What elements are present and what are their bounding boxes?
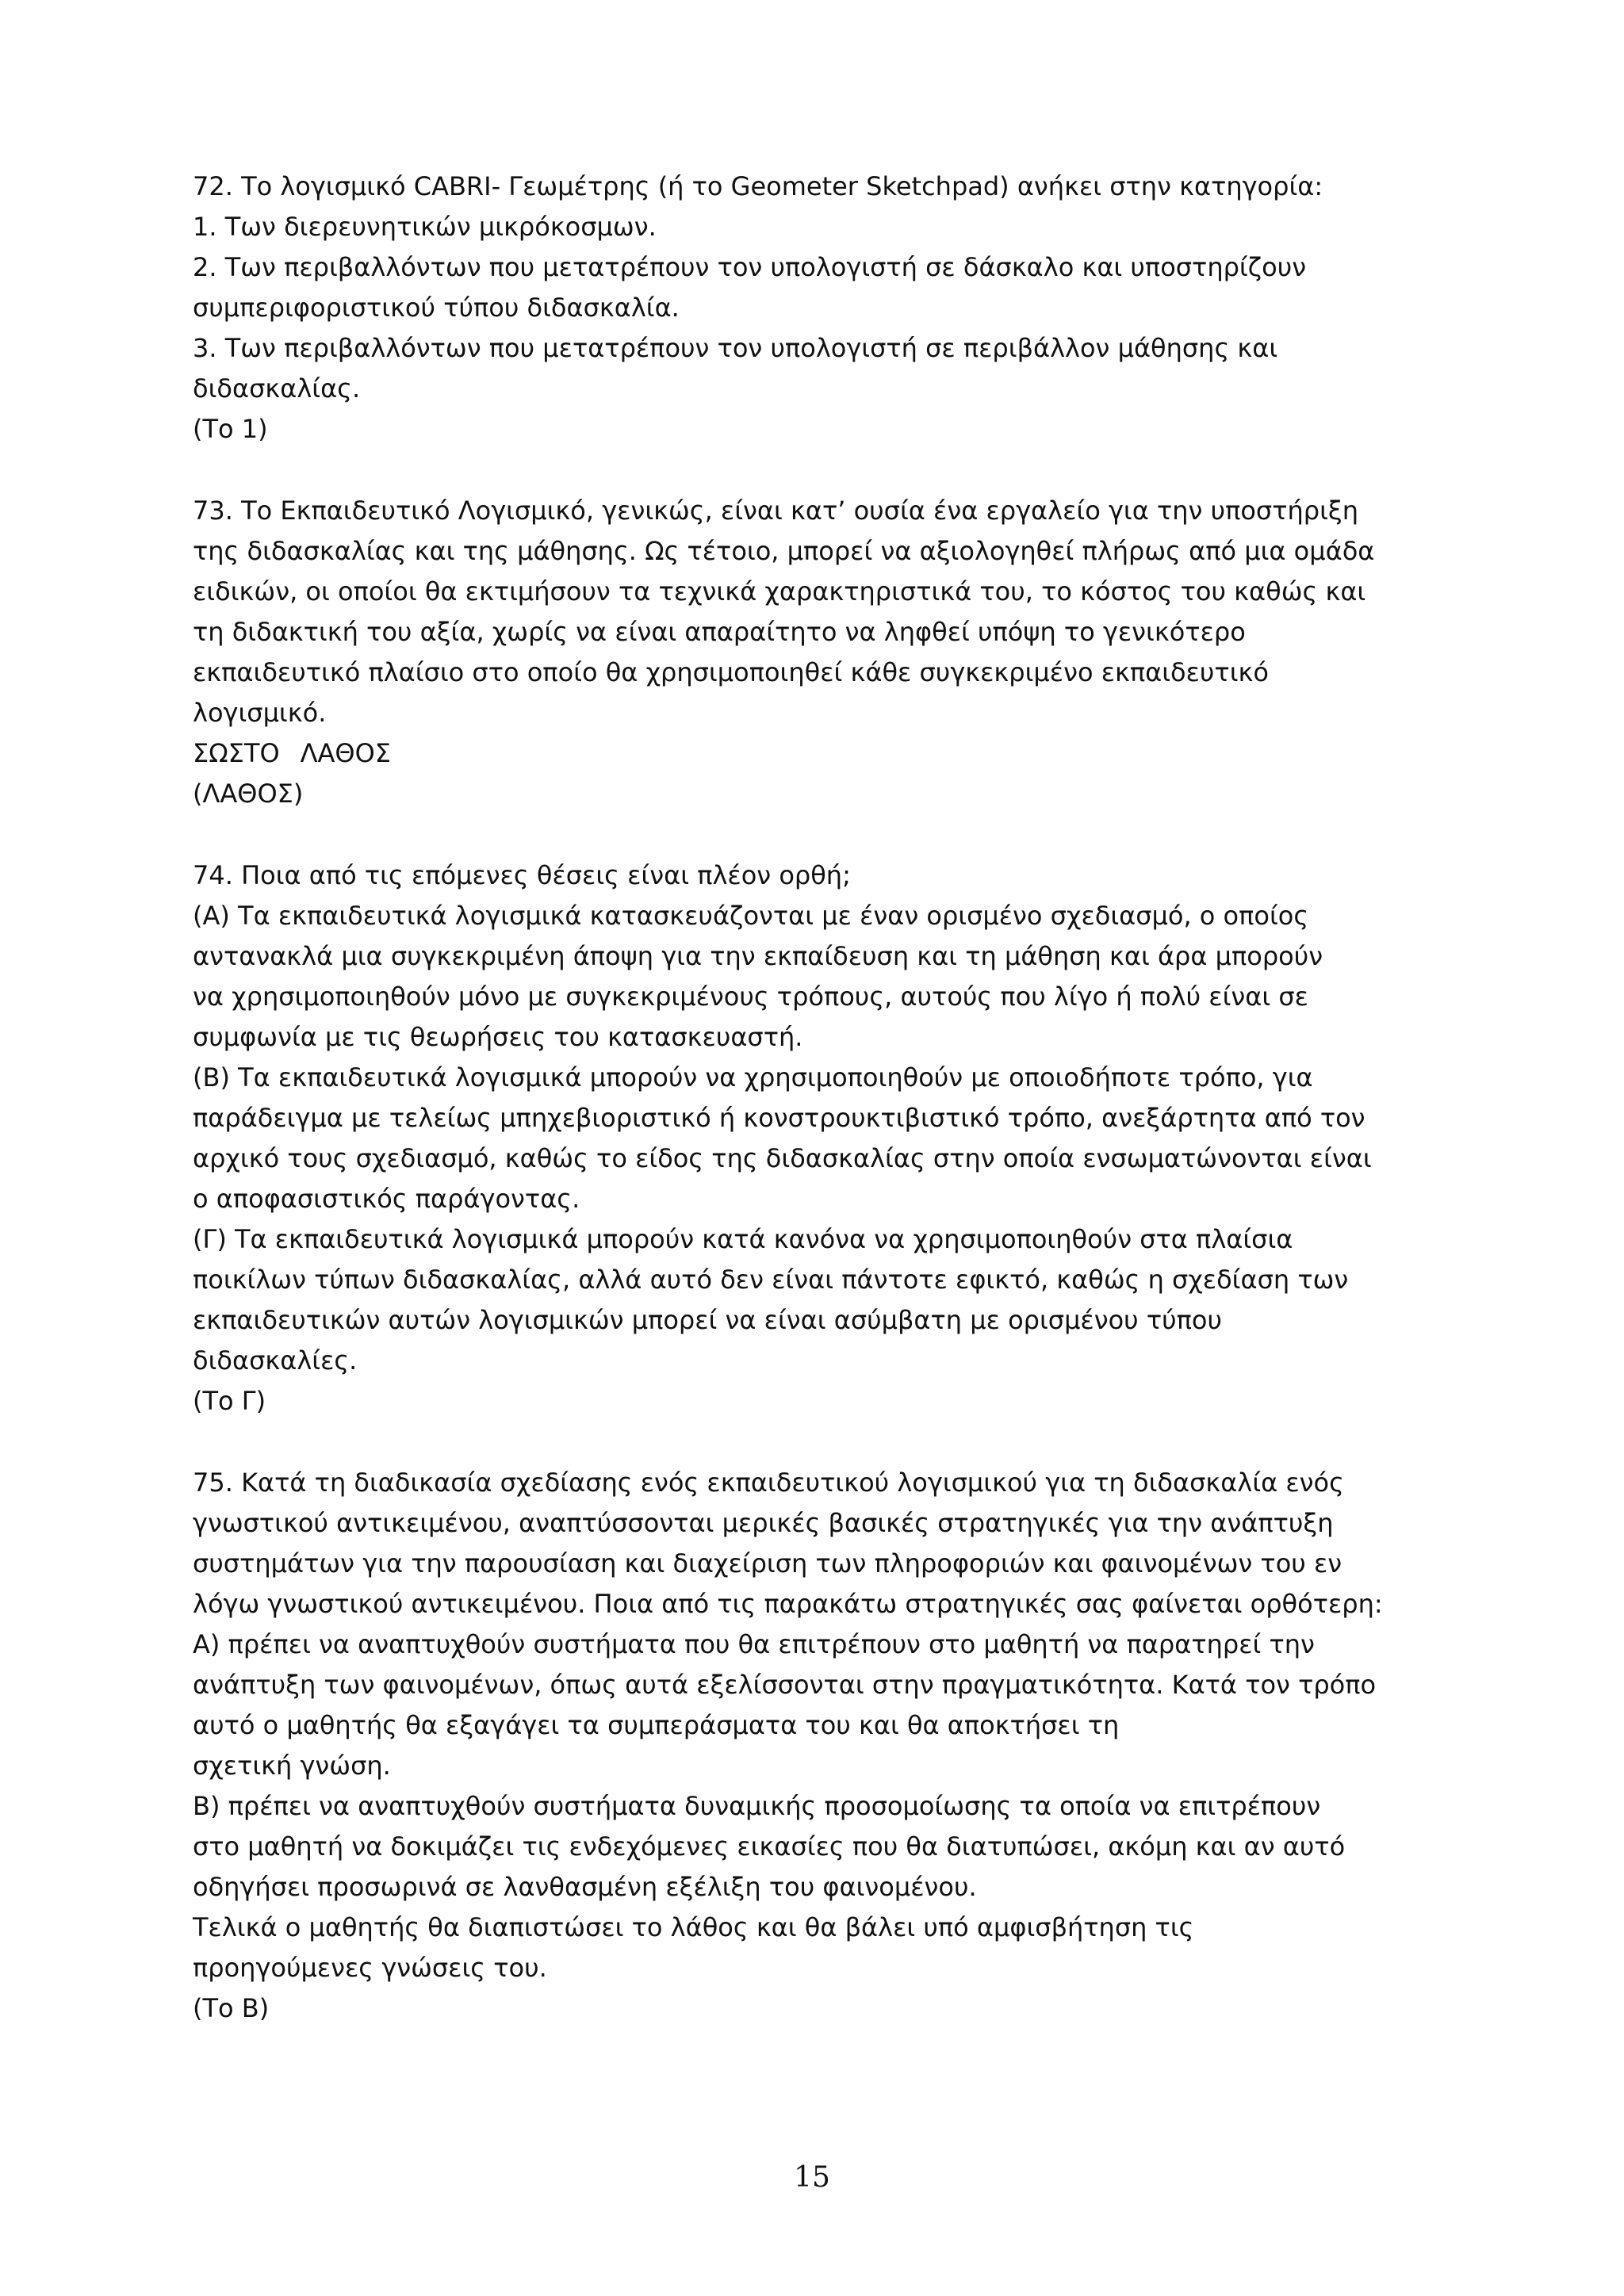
option-a-line: αυτό ο μαθητής θα εξαγάγει τα συμπεράσματα του και θα αποκτήσει τη [193,1710,1120,1740]
option-b-line: ο αποφασιστικός παράγοντας. [193,1184,580,1214]
question-text-line: ειδικών, οι οποίοι θα εκτιμήσουν τα τεχνικά χαρακτηριστικά του, το κόστος του καθώς και [193,576,1366,607]
option-a-line: αντανακλά μια συγκεκριμένη άποψη για την εκπαίδευση και τη μάθηση και άρα μπορούν [193,941,1323,971]
option-a-line: ανάπτυξη των φαινομένων, όπως αυτά εξελίσσονται στην πραγματικότητα. Κατά τον τρόπο [193,1670,1377,1700]
option-b-line: αρχικό τους σχεδιασμό, καθώς το είδος της διδασκαλίας στην οποία ενσωματώνονται είναι [193,1143,1372,1173]
question-text-line: γνωστικού αντικειμένου, αναπτύσσονται μερικές βασικές στρατηγικές για την ανάπτυξη [193,1508,1334,1538]
correct-answer: (Το Γ) [193,1386,266,1416]
answer-option-3-line-2: διδασκαλίας. [193,373,361,404]
answer-option-2-line-1: 2. Των περιβαλλόντων που μετατρέπουν τον υπολογιστή σε δάσκαλο και υποστηρίζουν [193,252,1307,282]
true-false-options [193,733,1430,774]
option-c-line: εκπαιδευτικών αυτών λογισμικών μπορεί να είναι ασύμβατη με ορισμένου τύπου [193,1305,1222,1335]
option-c-line: (Γ) Τα εκπαιδευτικά λογισμικά μπορούν κατά κανόνα να χρησιμοποιηθούν στα πλαίσια [193,1224,1293,1254]
question-text-line: 73. Το Εκπαιδευτικό Λογισμικό, γενικώς, είναι κατ’ ουσία ένα εργαλείο για την υποστήριξη [193,496,1359,526]
question-74 [193,855,1430,1422]
correct-answer: (Το Β) [193,1993,270,2023]
option-c-line: διδασκαλίες. [193,1345,358,1376]
question-text-line: λογισμικό. [193,698,327,728]
option-b-line: προηγούμενες γνώσεις του. [193,1953,547,1983]
option-b-line: στο μαθητή να δοκιμάζει τις ενδεχόμενες εικασίες που θα διατυπώσει, ακόμη και αν αυτό [193,1831,1346,1862]
question-text-line: συστημάτων για την παρουσίαση και διαχείριση των πληροφοριών και φαινομένων του εν [193,1548,1342,1578]
answer-option-2-line-2: συμπεριφοριστικού τύπου διδασκαλία. [193,293,680,323]
question-75 [193,1463,1430,2029]
question-73 [193,491,1430,814]
option-true: ΣΩΣΤΟ [193,738,280,768]
option-b-line: Τελικά ο μαθητής θα διαπιστώσει το λάθος και θα βάλει υπό αμφισβήτηση τις [193,1912,1194,1942]
answer-option-3-line-1: 3. Των περιβαλλόντων που μετατρέπουν τον υπολογιστή σε περιβάλλον μάθησης και [193,333,1278,363]
option-b-line: παράδειγμα με τελείως μπηχεβιοριστικό ή κονστρουκτιβιστικό τρόπο, ανεξάρτητα από τον [193,1103,1365,1133]
option-a-line: να χρησιμοποιηθούν μόνο με συγκεκριμένους τρόπους, αυτούς που λίγο ή πολύ είναι σε [193,982,1308,1012]
option-b-line: (Β) Τα εκπαιδευτικά λογισμικά μπορούν να χρησιμοποιηθούν με οποιοδήποτε τρόπο, για [193,1062,1313,1093]
page-number: 15 [794,2161,830,2194]
correct-answer: (ΛΑΘΟΣ) [193,779,304,809]
question-stem: 72. Το λογισμικό CABRI- Γεωμέτρης (ή το Geometer Sketchpad) ανήκει στην κατηγορία: [193,171,1323,201]
question-text-line: λόγω γνωστικού αντικειμένου. Ποια από τις παρακάτω στρατηγικές σας φαίνεται ορθότερη: [193,1589,1383,1619]
option-c-line: ποικίλων τύπων διδασκαλίας, αλλά αυτό δεν είναι πάντοτε εφικτό, καθώς η σχεδίαση των [193,1265,1349,1295]
option-a-line: σχετική γνώση. [193,1751,391,1781]
option-b-line: οδηγήσει προσωρινά σε λανθασμένη εξέλιξη του φαινομένου. [193,1872,977,1902]
correct-answer: (Το 1) [193,414,268,444]
option-a-line: συμφωνία με τις θεωρήσεις του κατασκευαστή. [193,1022,803,1052]
question-text-line: τη διδακτική του αξία, χωρίς να είναι απαραίτητο να ληφθεί υπόψη το γενικότερο [193,617,1246,647]
option-a-line: Α) πρέπει να αναπτυχθούν συστήματα που θα επιτρέπουν στο μαθητή να παρατηρεί την [193,1629,1315,1659]
question-text-line: της διδασκαλίας και της μάθησης. Ως τέτοιο, μπορεί να αξιολογηθεί πλήρως από μια ομάδα [193,536,1375,566]
page-content [193,166,1430,2070]
option-false: ΛΑΘΟΣ [300,738,391,768]
option-b-line: Β) πρέπει να αναπτυχθούν συστήματα δυναμικής προσομοίωσης τα οποία να επιτρέπουν [193,1791,1321,1821]
question-text-line: εκπαιδευτικό πλαίσιο στο οποίο θα χρησιμοποιηθεί κάθε συγκεκριμένο εκπαιδευτικό [193,657,1269,687]
question-72 [193,166,1430,450]
question-stem: 74. Ποια από τις επόμενες θέσεις είναι πλέον ορθή; [193,860,851,890]
question-text-line: 75. Κατά τη διαδικασία σχεδίασης ενός εκπαιδευτικού λογισμικού για τη διδασκαλία ενός [193,1468,1344,1498]
answer-option-1: 1. Των διερευνητικών μικρόκοσμων. [193,212,657,242]
option-a-line: (Α) Τα εκπαιδευτικά λογισμικά κατασκευάζονται με έναν ορισμένο σχεδιασμό, ο οποίος [193,901,1309,931]
